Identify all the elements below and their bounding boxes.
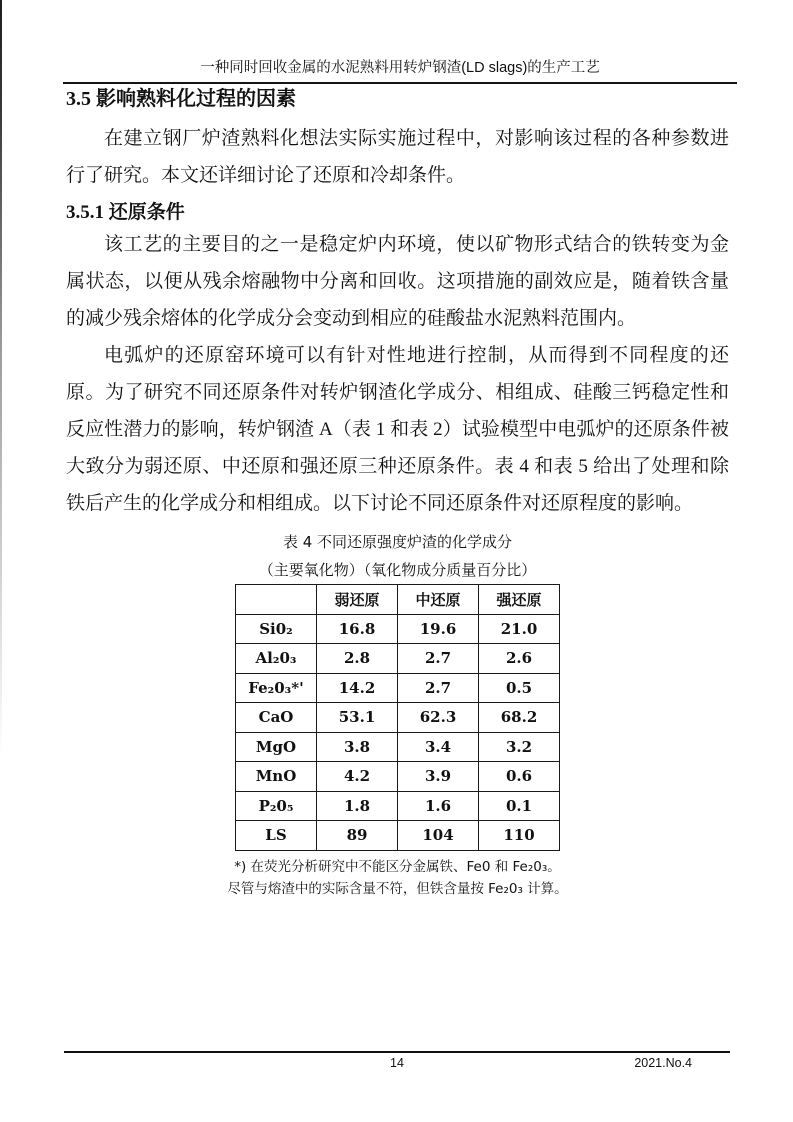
table-caption-line1: 表 4 不同还原强度炉渣的化学成分 — [282, 533, 513, 551]
table-footnote — [66, 856, 729, 900]
running-header-title: 一种同时回收金属的水泥熟料用转炉钢渣(LD slags)的生产工艺 — [63, 60, 737, 84]
page-footer — [64, 1051, 730, 1070]
table-4-chemical-composition — [235, 584, 560, 851]
row-label: MgO — [236, 732, 317, 762]
cell-value: 2.7 — [398, 673, 479, 703]
table-header-cell-strong: 强还原 — [479, 585, 560, 615]
cell-value: 53.1 — [317, 703, 398, 733]
document-page — [66, 0, 729, 900]
row-label: Al₂0₃ — [236, 644, 317, 674]
table-caption — [66, 528, 729, 584]
table-row — [236, 703, 560, 733]
cell-value: 3.4 — [398, 732, 479, 762]
table-row — [236, 791, 560, 821]
table-row — [236, 821, 560, 851]
cell-value: 0.1 — [479, 791, 560, 821]
cell-value: 14.2 — [317, 673, 398, 703]
table-row — [236, 614, 560, 644]
scan-artifact-line — [0, 0, 2, 760]
cell-value: 68.2 — [479, 703, 560, 733]
cell-value: 2.6 — [479, 644, 560, 674]
table-header-cell-medium: 中还原 — [398, 585, 479, 615]
cell-value: 89 — [317, 821, 398, 851]
row-label: P₂0₅ — [236, 791, 317, 821]
cell-value: 3.2 — [479, 732, 560, 762]
cell-value: 0.6 — [479, 762, 560, 792]
cell-value: 104 — [398, 821, 479, 851]
cell-value: 0.5 — [479, 673, 560, 703]
cell-value: 4.2 — [317, 762, 398, 792]
page-number: 14 — [390, 1056, 404, 1070]
paragraph: 在建立钢厂炉渣熟料化想法实际实施过程中，对影响该过程的各种参数进行了研究。本文还详细讨论了还原和冷却条件。 — [66, 128, 729, 186]
cell-value: 3.8 — [317, 732, 398, 762]
table-header-cell-weak: 弱还原 — [317, 585, 398, 615]
row-label: LS — [236, 821, 317, 851]
row-label: CaO — [236, 703, 317, 733]
cell-value: 21.0 — [479, 614, 560, 644]
paragraph: 电弧炉的还原窑环境可以有针对性地进行控制，从而得到不同程度的还原。为了研究不同还原条件对转炉钢渣化学成分、相组成、硅酸三钙稳定性和反应性潜力的影响，转炉钢渣 A（表 1 和表 2）试验模型中电弧炉的还原条件被大致分为弱还原、中还原和强还原三种还原条件。表 4 和表 5 给出了处理和除铁后产生的化学成分和相组成。以下讨论不同还原条件对还原程度的影响。 — [66, 345, 729, 514]
paragraph: 该工艺的主要目的之一是稳定炉内环境，使以矿物形式结合的铁转变为金属状态，以便从残余熔融物中分离和回收。这项措施的副效应是，随着铁含量的减少残余熔体的化学成分会变动到相应的硅酸盐水泥熟料范围内。 — [66, 234, 729, 329]
table-row — [236, 732, 560, 762]
table-header-cell-blank — [236, 585, 317, 615]
row-label: Fe₂0₃*' — [236, 673, 317, 703]
section-heading-3-5: 3.5 影响熟料化过程的因素 — [66, 88, 296, 110]
table-caption-line2: （主要氧化物）（氧化物成分质量百分比） — [258, 561, 537, 579]
cell-value: 62.3 — [398, 703, 479, 733]
section-heading-3-5-1: 3.5.1 还原条件 — [66, 202, 185, 223]
row-label: MnO — [236, 762, 317, 792]
table-footnote-line2: 尽管与熔渣中的实际含量不符，但铁含量按 Fe₂0₃ 计算。 — [227, 880, 568, 897]
cell-value: 1.6 — [398, 791, 479, 821]
row-label: Si0₂ — [236, 614, 317, 644]
table-row — [236, 644, 560, 674]
cell-value: 2.8 — [317, 644, 398, 674]
cell-value: 110 — [479, 821, 560, 851]
table-footnote-line1: *) 在荧光分析研究中不能区分金属铁、Fe0 和 Fe₂0₃。 — [234, 858, 561, 875]
cell-value: 2.7 — [398, 644, 479, 674]
table-header-row — [236, 585, 560, 615]
table-row — [236, 673, 560, 703]
cell-value: 16.8 — [317, 614, 398, 644]
cell-value: 1.8 — [317, 791, 398, 821]
journal-issue: 2021.No.4 — [634, 1056, 692, 1070]
cell-value: 3.9 — [398, 762, 479, 792]
table-row — [236, 762, 560, 792]
cell-value: 19.6 — [398, 614, 479, 644]
